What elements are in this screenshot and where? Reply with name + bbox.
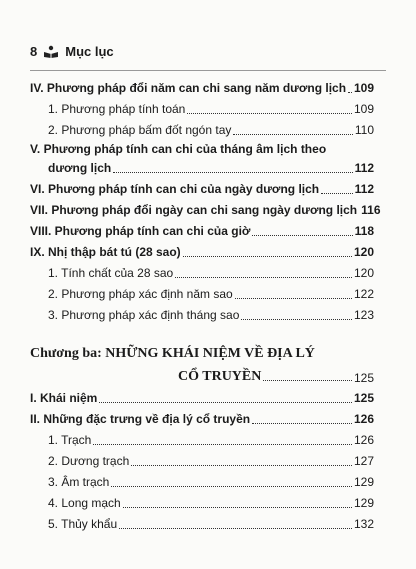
toc-entry-iv: IV. Phương pháp đổi năm can chi sang năm dương lịch 109 — [30, 81, 374, 95]
toc-entry-ch3-i: I. Khái niệm 125 — [30, 391, 374, 405]
page-header — [30, 44, 114, 59]
chapter-title-cont: CỔ TRUYỀN 125 — [178, 369, 374, 385]
toc-entry-ix-3: 3. Phương pháp xác định tháng sao 123 — [48, 308, 374, 322]
toc-entry-ix: IX. Nhị thập bát tú (28 sao) 120 — [30, 245, 374, 259]
toc-entry-vi: VI. Phương pháp tính can chi của ngày dương lịch 112 — [30, 182, 374, 196]
toc-entry-ch3-ii-3: 3. Âm trạch 129 — [48, 475, 374, 489]
toc-entry-ch3-ii-1: 1. Trạch 126 — [48, 433, 374, 447]
toc-entry-vii: VII. Phương pháp đổi ngày can chi sang ngày dương lịch 116 — [30, 203, 381, 217]
toc-entry-ix-1: 1. Tính chất của 28 sao 120 — [48, 266, 374, 280]
toc-entry-ch3-ii-5: 5. Thủy khẩu 132 — [48, 517, 374, 531]
toc-entry-v: dương lịch 112 — [48, 161, 374, 175]
chapter-title: Chương ba: NHỮNG KHÁI NIỆM VỀ ĐỊA LÝ — [30, 346, 315, 361]
toc-entry-ch3-ii-4: 4. Long mạch 129 — [48, 496, 374, 510]
toc-entry-viii: VIII. Phương pháp tính can chi của giờ 118 — [30, 224, 374, 238]
toc-entry-iv-2: 2. Phương pháp bấm đốt ngón tay 110 — [48, 123, 374, 137]
toc-entry-ch3-ii: II. Những đặc trưng về địa lý cổ truyền 126 — [30, 412, 374, 426]
toc-entry-v-line1: V. Phương pháp tính can chi của tháng âm lịch theo — [30, 142, 327, 156]
toc-entry-iv-1: 1. Phương pháp tính toán 109 — [48, 102, 374, 116]
book-reader-icon — [43, 45, 59, 58]
header-rule — [30, 70, 386, 71]
page-number: 8 — [30, 44, 38, 59]
toc-entry-ch3-ii-2: 2. Dương trạch 127 — [48, 454, 374, 468]
toc-entry-ix-2: 2. Phương pháp xác định năm sao 122 — [48, 287, 374, 301]
page-title: Mục lục — [65, 44, 114, 59]
